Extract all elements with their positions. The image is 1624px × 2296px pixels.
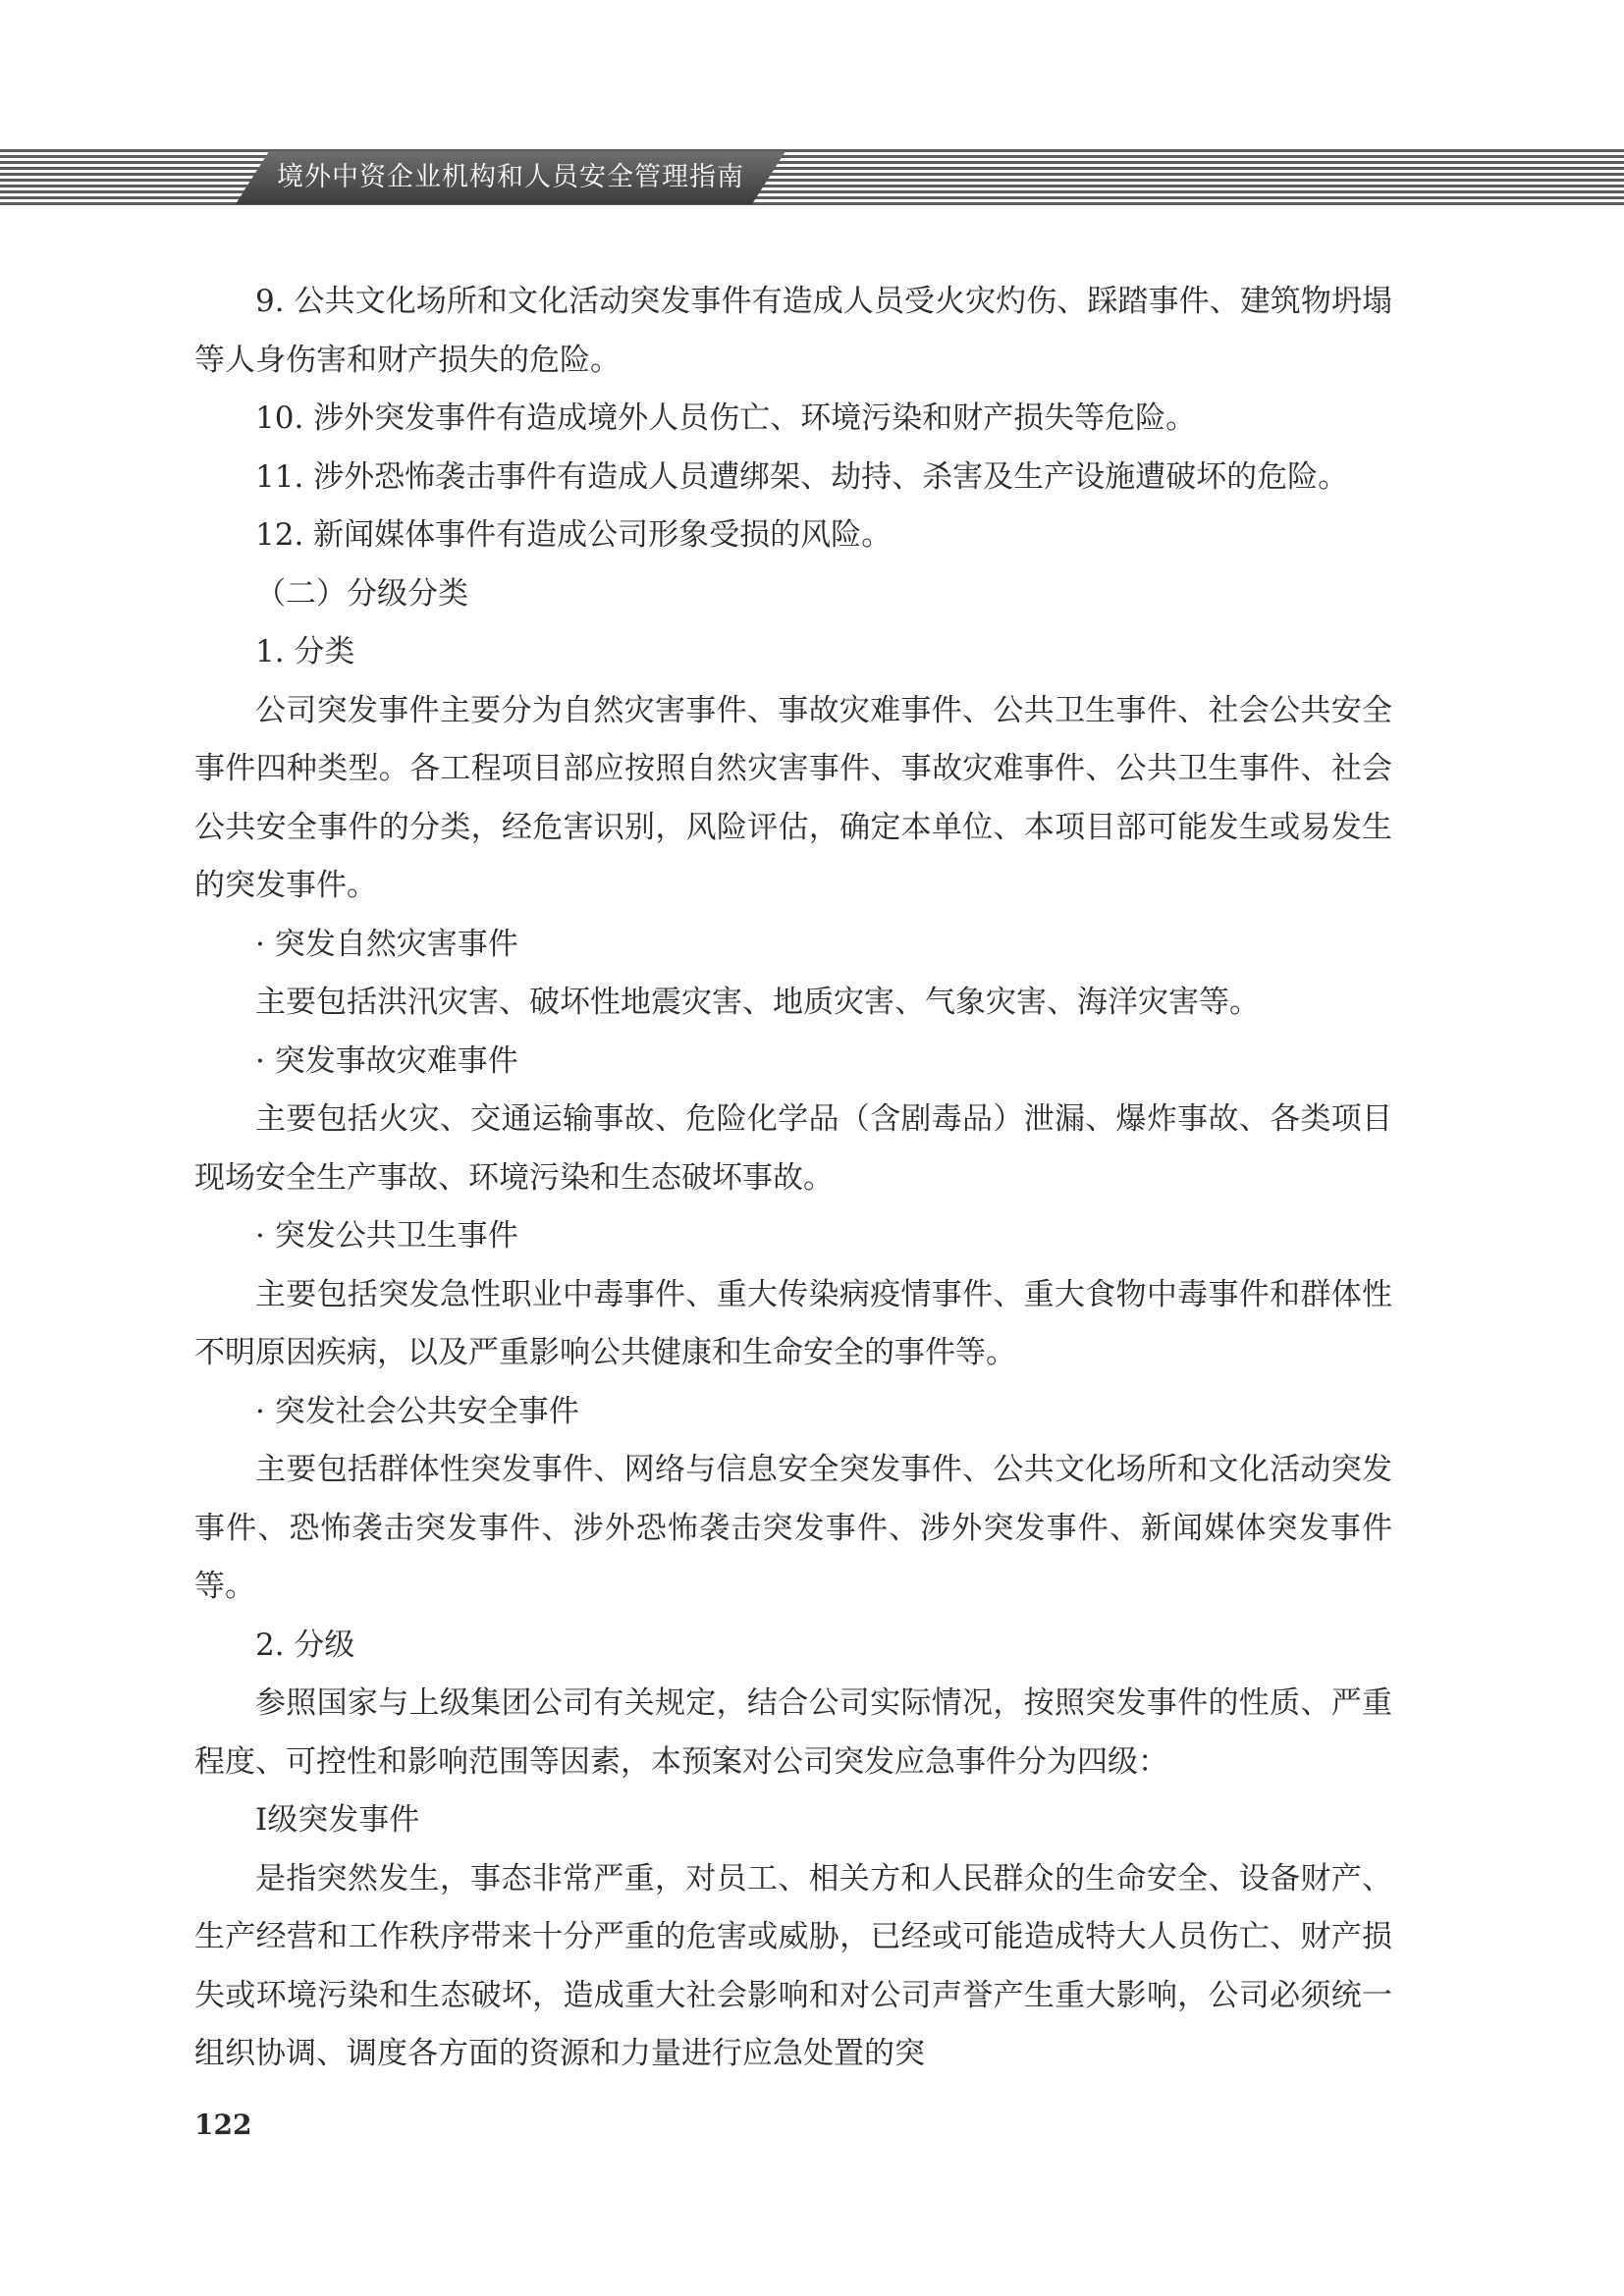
paragraph: 参照国家与上级集团公司有关规定，结合公司实际情况，按照突发事件的性质、严重程度、可控性和影响范围等因素，本预案对公司突发应急事件分为四级： xyxy=(194,1685,1392,1780)
running-header xyxy=(0,149,1624,206)
subsection-heading: 2. 分级 xyxy=(255,1627,355,1663)
level-heading: Ⅰ级突发事件 xyxy=(255,1802,420,1838)
paragraph: 主要包括群体性突发事件、网络与信息安全突发事件、公共文化场所和文化活动突发事件、恐怖袭击突发事件、涉外恐怖袭击突发事件、涉外突发事件、新闻媒体突发事件等。 xyxy=(194,1452,1392,1604)
paragraph: 主要包括洪汛灾害、破坏性地震灾害、地质灾害、气象灾害、海洋灾害等。 xyxy=(255,985,1260,1020)
section-heading: （二）分级分类 xyxy=(255,575,468,612)
bullet-heading: · 突发事故灾难事件 xyxy=(255,1042,518,1079)
paragraph: 主要包括突发急性职业中毒事件、重大传染病疫情事件、重大食物中毒事件和群体性不明原因疾病，以及严重影响公共健康和生命安全的事件等。 xyxy=(194,1276,1392,1370)
paragraph: 是指突然发生，事态非常严重，对员工、相关方和人民群众的生命安全、设备财产、生产经营和工作秩序带来十分严重的危害或威胁，已经或可能造成特大人员伤亡、财产损失或环境污染和生态破坏，造成重大社会影响和对公司声誉产生重大影响，公司必须统一组织协调、调度各方面的资源和力量进行应急处置的突 xyxy=(194,1860,1392,2071)
paragraph: 9. 公共文化场所和文化活动突发事件有造成人员受火灾灼伤、踩踏事件、建筑物坍塌等人身伤害和财产损失的危险。 xyxy=(194,284,1392,378)
paragraph: 主要包括火灾、交通运输事故、危险化学品（含剧毒品）泄漏、爆炸事故、各类项目现场安全生产事故、环境污染和生态破坏事故。 xyxy=(194,1101,1392,1196)
paragraph: 10. 涉外突发事件有造成境外人员伤亡、环境污染和财产损失等危险。 xyxy=(255,400,1197,436)
paragraph: 11. 涉外恐怖袭击事件有造成人员遭绑架、劫持、杀害及生产设施遭破坏的危险。 xyxy=(255,458,1349,495)
bullet-heading: · 突发社会公共安全事件 xyxy=(255,1393,579,1429)
subsection-heading: 1. 分类 xyxy=(255,634,355,669)
paragraph: 公司突发事件主要分为自然灾害事件、事故灾难事件、公共卫生事件、社会公共安全事件四种类型。各工程项目部应按照自然灾害事件、事故灾难事件、公共卫生事件、社会公共安全事件的分类，经危害识别，风险评估，确定本单位、本项目部可能发生或易发生的突发事件。 xyxy=(194,692,1392,903)
paragraph: 12. 新闻媒体事件有造成公司形象受损的风险。 xyxy=(255,517,893,553)
book-title: 境外中资企业机构和人员安全管理指南 xyxy=(277,162,744,192)
body-text xyxy=(194,273,1392,2084)
bullet-heading: · 突发自然灾害事件 xyxy=(255,926,518,962)
bullet-heading: · 突发公共卫生事件 xyxy=(255,1218,518,1254)
page-number: 122 xyxy=(194,2109,252,2141)
